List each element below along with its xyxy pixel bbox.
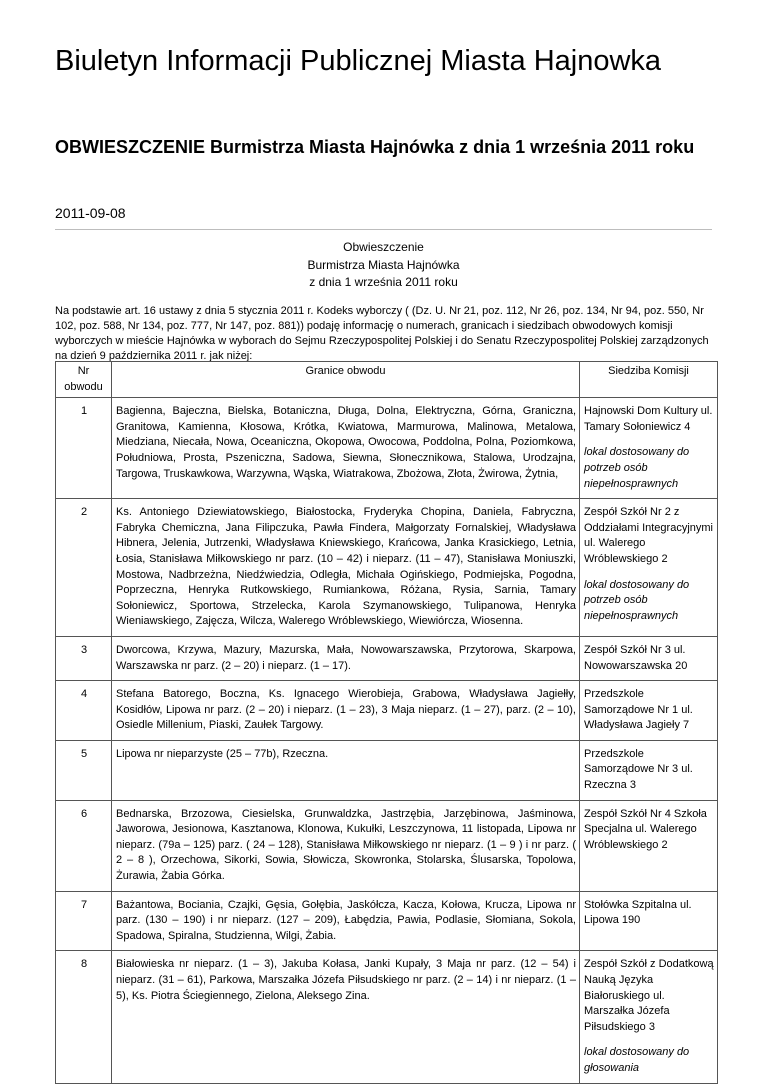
accessibility-note: lokal dostosowany do głosowania	[584, 1046, 690, 1074]
district-boundaries: Bednarska, Brzozowa, Ciesielska, Grunwaldzka, Jastrzębia, Jarzębinowa, Jaśminowa, Jaworowa, Jesionowa, Kasztanowa, Klonowa, Kukułki, Leszczynowa, 11 listopada, Lipowa nr nieparz. (79a – 125) parz. ( 24 – 128), Stanisława Miłkowskiego nr nieparz. (1 – 9 ) i nr parz. ( 2 – 8 ), Orzechowa, Sikorki, Sowia, Słowicza, Skowronka, Stolarska, Ślusarska, Topolowa, Żurawia, Żabia Górka.	[112, 800, 580, 891]
table-row	[56, 740, 718, 800]
seat-address: Hajnowski Dom Kultury ul. Tamary Sołoniewicz 4	[584, 405, 713, 433]
electoral-districts-table	[55, 361, 718, 1084]
district-boundaries: Stefana Batorego, Boczna, Ks. Ignacego Wierobieja, Grabowa, Władysława Jagiełły, Kosidłów, Lipowa nr parz. (2 – 20) i nieparz. (1 – 23), 3 Maja nieparz. (1 – 27), parz. (2 – 10), Osiedle Millenium, Piaski, Zaułek Targowy.	[112, 681, 580, 741]
column-header-seat: Siedziba Komisji	[580, 362, 718, 398]
commission-seat	[580, 951, 718, 1083]
commission-seat	[580, 636, 718, 680]
district-number: 4	[56, 681, 112, 741]
table-header-row	[56, 362, 718, 398]
table-row	[56, 636, 718, 680]
district-boundaries: Białowieska nr nieparz. (1 – 3), Jakuba Kołasa, Janki Kupały, 3 Maja nr parz. (12 – 54) i nieparz. (31 – 61), Parkowa, Marszałka Józefa Piłsudskiego nr parz. (2 – 14) i nr nieparz. (1 – 5), Ks. Piotra Ściegiennego, Zielona, Aleksego Zina.	[112, 951, 580, 1083]
district-boundaries: Dworcowa, Krzywa, Mazury, Mazurska, Mała, Nowowarszawska, Przytorowa, Skarpowa, Warszawska nr parz. (2 – 20) i nieparz. (1 – 17).	[112, 636, 580, 680]
district-boundaries: Lipowa nr nieparzyste (25 – 77b), Rzeczna.	[112, 740, 580, 800]
commission-seat	[580, 740, 718, 800]
commission-seat	[580, 681, 718, 741]
site-title: Biuletyn Informacji Publicznej Miasta Hajnowka	[55, 45, 662, 77]
announcement-header	[55, 239, 712, 292]
seat-address: Przedszkole Samorządowe Nr 3 ul. Rzeczna 3	[584, 747, 693, 792]
seat-address: Stołówka Szpitalna ul. Lipowa 190	[584, 898, 692, 927]
district-number: 8	[56, 951, 112, 1083]
table-row	[56, 499, 718, 637]
district-number: 7	[56, 891, 112, 951]
table-row	[56, 398, 718, 499]
seat-address: Zespół Szkół Nr 2 z Oddziałami Integracyjnymi ul. Walerego Wróblewskiego 2	[584, 506, 713, 565]
district-number: 3	[56, 636, 112, 680]
district-boundaries: Ks. Antoniego Dziewiatowskiego, Białostocka, Fryderyka Chopina, Daniela, Fabryczna, Fabryka Chemiczna, Jana Filipczuka, Pawła Findera, Małgorzaty Fornalskiej, Władysława Hibnera, Jelenia, Jutrzenki, Władysława Kniewskiego, Krańcowa, Janka Krasickiego, Letnia, Łosia, Stanisława Miłkowskiego nr parz. (10 – 42) i nieparz. (11 – 47), Stanisława Moniuszki, Mostowa, Nadbrzeżna, Niedźwiedzia, Odległa, Michała Ogińskiego, Podmiejska, Pogodna, Poprzeczna, Henryka Rutkowskiego, Rumiankowa, Różana, Rysia, Sarnia, Tamary Sołoniewicz, Sportowa, Strzelecka, Karola Szymanowskiego, Tulipanowa, Henryka Wieniawskiego, Zajęcza, Wilcza, Walerego Wróblewskiego, Wiewiórcza, Wiosenna.	[112, 499, 580, 637]
column-header-number: Nr obwodu	[56, 362, 112, 398]
table-row	[56, 951, 718, 1083]
seat-address: Zespół Szkół Nr 4 Szkoła Specjalna ul. Walerego Wróblewskiego 2	[584, 807, 707, 851]
publication-date: 2011-09-08	[55, 205, 126, 221]
commission-seat	[580, 398, 718, 499]
intro-paragraph: Na podstawie art. 16 ustawy z dnia 5 stycznia 2011 r. Kodeks wyborczy ( (Dz. U. Nr 21, poz. 112, Nr 26, poz. 134, Nr 94, poz. 550, Nr 102, poz. 588, Nr 134, poz. 777, Nr 147, poz. 881)) podaję informację o numerach, granicach i siedzibach obwodowych komisji wyborczych w mieście Hajnówka w wyborach do Sejmu Rzeczypospolitej Polskiej i do Senatu Rzeczypospolitej Polskiej zarządzonych na dzień 9 października 2011 r. jak niżej:	[55, 305, 709, 362]
district-number: 1	[56, 398, 112, 499]
announcement-header-line: Burmistrza Miasta Hajnówka	[307, 257, 460, 272]
seat-address: Zespół Szkół z Dodatkową Nauką Języka Białoruskiego ul. Marszałka Józefa Piłsudskiego 3	[584, 958, 714, 1033]
announcement-header-line: z dnia 1 września 2011 roku	[309, 275, 458, 289]
commission-seat	[580, 800, 718, 891]
district-number: 6	[56, 800, 112, 891]
accessibility-note: lokal dostosowany do potrzeb osób niepełnosprawnych	[584, 578, 690, 622]
accessibility-note: lokal dostosowany do potrzeb osób niepełnosprawnych	[584, 446, 690, 490]
district-boundaries: Bażantowa, Bociania, Czajki, Gęsia, Gołębia, Jaskółcza, Kacza, Kołowa, Krucza, Lipowa nr parz. (130 – 190) i nr nieparz. (127 – 209), Łabędzia, Pawia, Podlasie, Słomiana, Sokola, Spadowa, Spiralna, Studzienna, Wilgi, Żabia.	[112, 891, 580, 951]
table-row	[56, 800, 718, 891]
column-header-boundaries: Granice obwodu	[112, 362, 580, 398]
divider	[55, 229, 712, 230]
announcement-header-line: Obwieszczenie	[343, 240, 424, 254]
district-number: 2	[56, 499, 112, 637]
commission-seat	[580, 499, 718, 637]
commission-seat	[580, 891, 718, 951]
seat-address: Zespół Szkół Nr 3 ul. Nowowarszawska 20	[584, 643, 688, 672]
table-row	[56, 681, 718, 741]
document-title: OBWIESZCZENIE Burmistrza Miasta Hajnówka z dnia 1 września 2011 roku	[55, 137, 695, 157]
district-number: 5	[56, 740, 112, 800]
table-row	[56, 891, 718, 951]
seat-address: Przedszkole Samorządowe Nr 1 ul. Władysława Jagieły 7	[584, 688, 693, 732]
district-boundaries: Bagienna, Bajeczna, Bielska, Botaniczna, Długa, Dolna, Elektryczna, Górna, Graniczna, Granitowa, Kamienna, Kłosowa, Krótka, Kwiatowa, Marmurowa, Malinowa, Metalowa, Miedziana, Niecała, Nowa, Oceaniczna, Okopowa, Owocowa, Poddolna, Polna, Poziomkowa, Południowa, Prosta, Pszeniczna, Sadowa, Siewna, Słonecznikowa, Stalowa, Urodzajna, Targowa, Truskawkowa, Warzywna, Wąska, Wiatrakowa, Zbożowa, Złota, Żwirowa, Żytnia,	[112, 398, 580, 499]
